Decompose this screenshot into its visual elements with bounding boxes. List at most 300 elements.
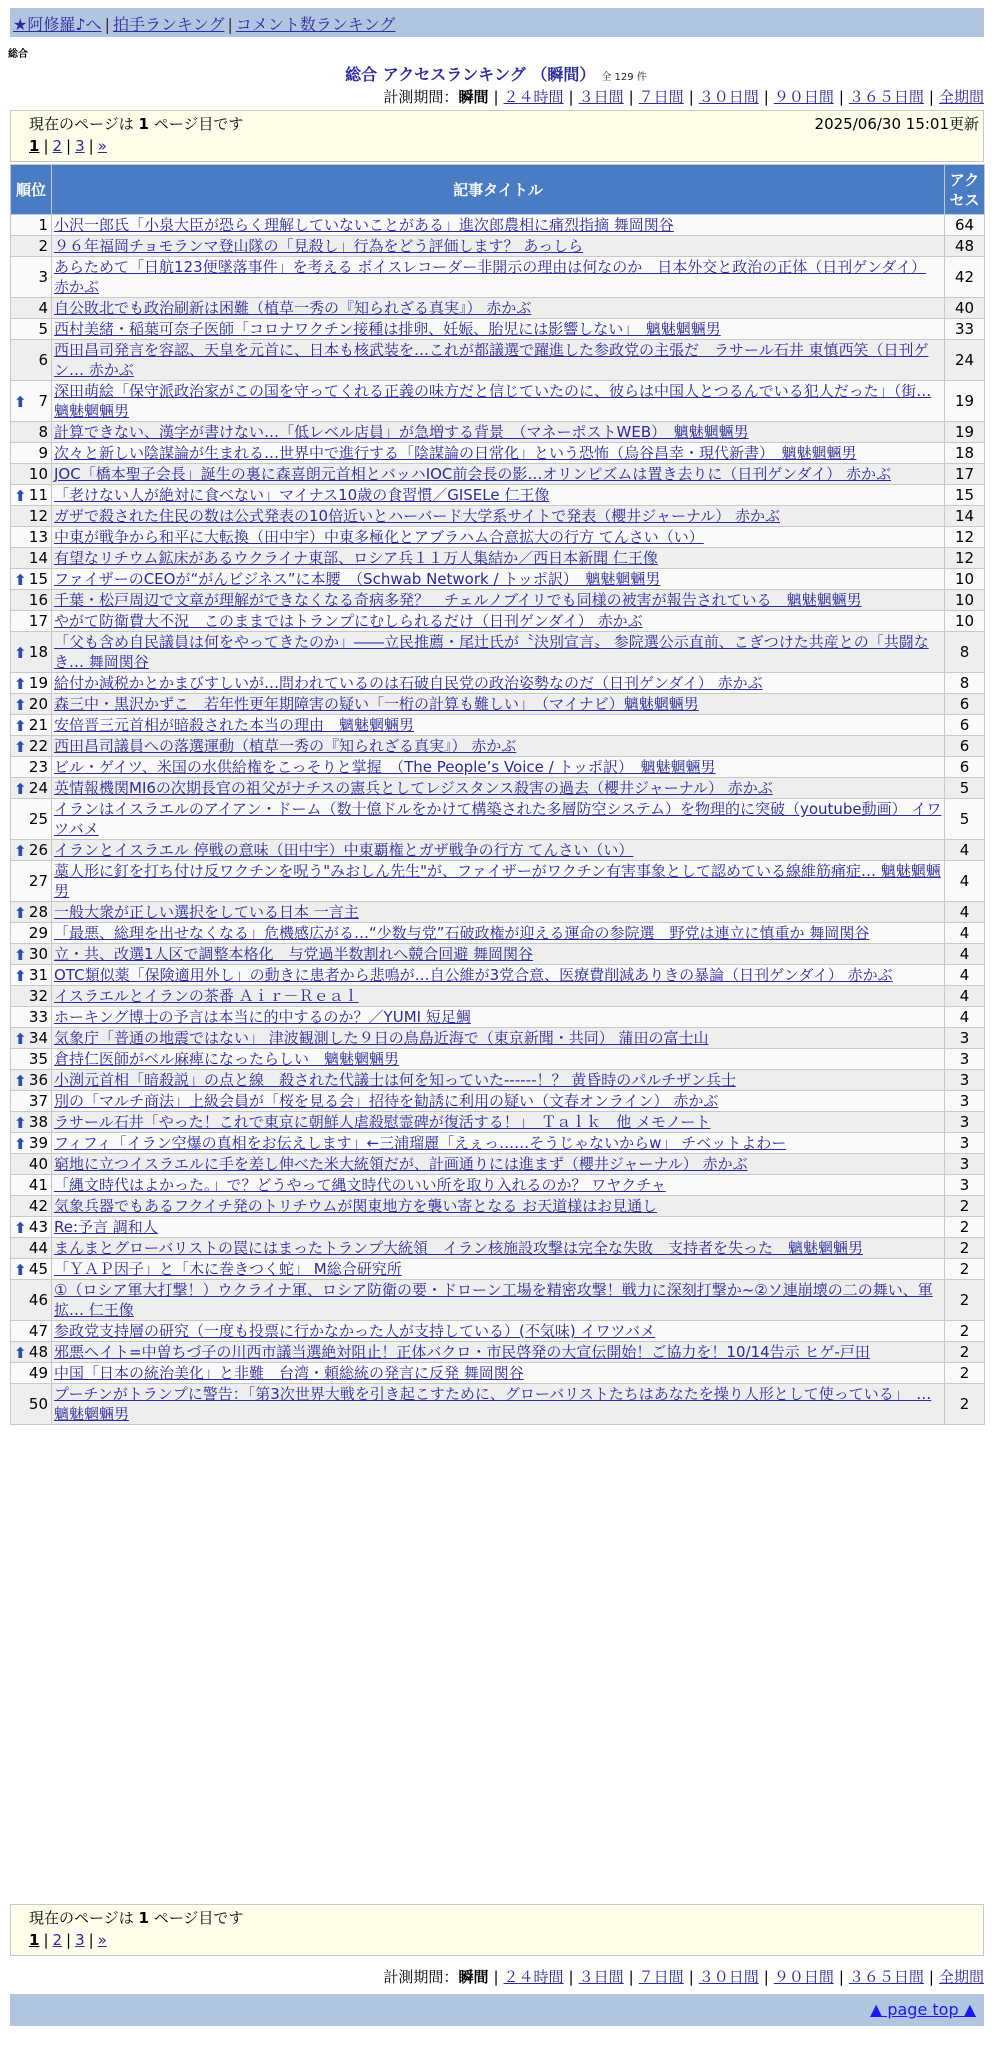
access-count: 5: [945, 778, 985, 799]
table-row: [11, 1384, 985, 1425]
separator: |: [493, 88, 499, 106]
table-row: [11, 236, 985, 257]
access-count: 64: [945, 215, 985, 236]
pager-current: 1: [138, 1909, 149, 1927]
rank-number: 13: [28, 528, 48, 546]
rank-up-arrow-icon: ⬆: [14, 675, 27, 693]
access-count: 2: [945, 1280, 985, 1321]
article-link[interactable]: 倉持仁医師がベル麻痺になったらしい 魑魅魍魎男: [54, 1050, 400, 1068]
title-cell: [52, 548, 945, 569]
title-cell: [52, 1154, 945, 1175]
rank-number: 23: [28, 758, 48, 776]
access-count: 4: [945, 923, 985, 944]
table-row: [11, 1112, 985, 1133]
rank-number: 27: [28, 872, 48, 890]
page-link-3[interactable]: 3: [75, 1931, 85, 1949]
article-link[interactable]: あらためて「日航123便墜落事件」を考える ボイスレコーダー非開示の理由は何なのか 日本外交と政治の正体（日刊ゲンダイ） 赤かぶ: [54, 258, 927, 296]
article-link[interactable]: 英情報機関MI6の次期長官の祖父がナチスの憲兵としてレジスタンス殺害の過去（櫻井ジャーナル） 赤かぶ: [54, 779, 773, 797]
access-count: 33: [945, 319, 985, 340]
period-link-7[interactable]: 全期間: [938, 88, 984, 106]
rank-number: 1: [38, 216, 48, 234]
rank-cell: [11, 1091, 52, 1112]
title-cell: [52, 632, 945, 673]
title-cell: [52, 1321, 945, 1342]
rank-cell: [11, 1280, 52, 1321]
rank-up-arrow-icon: ⬆: [14, 1344, 27, 1362]
top-navigation: ★阿修羅♪へ | 拍手ランキング | コメント数ランキング: [10, 8, 984, 37]
separator: |: [88, 137, 94, 155]
rank-up-arrow-icon: ⬆: [14, 1072, 27, 1090]
rank-cell: [11, 840, 52, 861]
article-link[interactable]: 立・共、改選1人区で調整本格化 与党過半数割れへ競合回避 舞岡関谷: [54, 945, 534, 963]
title-cell: [52, 840, 945, 861]
access-count: 10: [945, 611, 985, 632]
separator: |: [838, 88, 844, 106]
page-link-current: 1: [29, 137, 40, 155]
period-current: 瞬間: [458, 88, 489, 106]
title-cell: [52, 1342, 945, 1363]
rank-cell: [11, 443, 52, 464]
period-link-6[interactable]: ３６５日間: [848, 88, 924, 106]
section-label: 総合: [8, 49, 28, 60]
article-link[interactable]: ガザで殺された住民の数は公式発表の10倍近いとハーバード大学系サイトで発表（櫻井ジャーナル） 赤かぶ: [54, 507, 781, 525]
rank-number: 47: [28, 1322, 48, 1340]
separator: |: [568, 1968, 574, 1986]
article-link[interactable]: JOC「橋本聖子会長」誕生の裏に森喜朗元首相とバッハIOC前会長の影…オリンピズムは置き去りに（日刊ゲンダイ） 赤かぶ: [54, 465, 891, 483]
article-link[interactable]: ファイザーのCEOが“がんビジネス”に本腰 （Schwab Network / トッポ訳） 魑魅魍魎男: [54, 570, 661, 588]
article-link[interactable]: イランとイスラエル 停戦の意味（田中宇）中東覇権とガザ戦争の行方 てんさい（い）: [54, 841, 634, 859]
table-row: [11, 861, 985, 902]
rank-number: 11: [28, 486, 48, 504]
table-row: [11, 422, 985, 443]
article-link[interactable]: 邪悪ヘイト=中曽ちづ子の川西市議当選絶対阻止！正体バクロ・市民啓発の大宣伝開始！ご協力を！10/14告示 ヒゲ-戸田: [54, 1343, 870, 1361]
access-count: 4: [945, 986, 985, 1007]
rank-cell: [11, 1342, 52, 1363]
home-link[interactable]: ★阿修羅♪へ: [13, 15, 102, 34]
table-row: [11, 799, 985, 840]
article-link[interactable]: 有望なリチウム鉱床があるウクライナ東部、ロシア兵１１万人集結か／西日本新聞 仁王像: [54, 549, 658, 567]
rank-number: 18: [28, 643, 48, 661]
title-cell: [52, 1259, 945, 1280]
rank-cell: [11, 569, 52, 590]
access-count: 4: [945, 861, 985, 902]
table-row: [11, 778, 985, 799]
rank-number: 46: [28, 1291, 48, 1309]
comment-ranking-link[interactable]: コメント数ランキング: [235, 15, 396, 34]
rank-number: 35: [28, 1050, 48, 1068]
page-links: [29, 1929, 977, 1951]
rank-number: 39: [28, 1134, 48, 1152]
article-link[interactable]: 深田萌絵「保守派政治家がこの国を守ってくれる正義の味方だと信じていたのに、彼らは中国人とつるんでいる犯人だった」（街… 魑魅魍魎男: [54, 382, 932, 420]
rank-cell: [11, 1133, 52, 1154]
article-link[interactable]: 次々と新しい陰謀論が生まれる…世界中で進行する「陰謀論の日常化」という恐怖（烏谷昌幸・現代新書） 魑魅魍魎男: [54, 444, 857, 462]
article-link[interactable]: やがて防衛費大不況 このままではトランプにむしられるだけ（日刊ゲンダイ） 赤かぶ: [54, 612, 643, 630]
separator: |: [43, 1931, 49, 1949]
rank-number: 28: [28, 903, 48, 921]
separator: |: [688, 1968, 694, 1986]
rank-number: 34: [28, 1029, 48, 1047]
table-row: [11, 1007, 985, 1028]
table-row: [11, 1091, 985, 1112]
access-count: 5: [945, 799, 985, 840]
access-count: 19: [945, 422, 985, 443]
page-links: [29, 135, 977, 157]
table-row: [11, 611, 985, 632]
rank-cell: [11, 215, 52, 236]
article-link[interactable]: 小渕元首相「暗殺説」の点と線 殺された代議士は何を知っていた------！？ 黄昏時のパルチザン兵士: [54, 1071, 736, 1089]
article-link[interactable]: 計算できない、漢字が書けない…「低レベル店員」が急増する背景 （マネーポストWEB） 魑魅魍魎男: [54, 423, 749, 441]
rank-cell: [11, 340, 52, 381]
page-title: [0, 62, 992, 85]
period-link-5[interactable]: ９０日間: [773, 88, 834, 106]
rank-up-arrow-icon: ⬆: [14, 1135, 27, 1153]
rank-number: 22: [28, 737, 48, 755]
article-link[interactable]: 別の「マルチ商法」上級会員が「桜を見る会」招待を勧誘に利用の疑い（文春オンライン） 赤かぶ: [54, 1092, 719, 1110]
table-row: [11, 257, 985, 298]
table-row: [11, 1133, 985, 1154]
table-row: [11, 1238, 985, 1259]
access-count: 2: [945, 1259, 985, 1280]
access-count: 2: [945, 1238, 985, 1259]
article-link[interactable]: ホーキング博士の予言は本当に的中するのか？／YUMI 短足鯛: [54, 1008, 471, 1026]
period-link-1[interactable]: ２４時間: [503, 1968, 564, 1986]
title-cell: [52, 340, 945, 381]
rank-up-arrow-icon: ⬆: [14, 904, 27, 922]
title-cell: [52, 1091, 945, 1112]
article-link[interactable]: ラサール石井「やった！これで東京に朝鮮人虐殺慰霊碑が復活する！」 Ｔａｌｋ 他 メモノート: [54, 1113, 711, 1131]
pager-bottom: [10, 1904, 984, 1956]
access-count: 2: [945, 1363, 985, 1384]
table-row: [11, 673, 985, 694]
rank-cell: [11, 381, 52, 422]
access-count: 3: [945, 1049, 985, 1070]
rank-number: 44: [28, 1239, 48, 1257]
rank-number: 29: [28, 924, 48, 942]
access-count: 2: [945, 1196, 985, 1217]
article-link[interactable]: 「最悪、総理を出せなくなる」危機感広がる…“少数与党”石破政権が迎える運命の参院選 野党は連立に慎重か 舞岡関谷: [54, 924, 870, 942]
title-cell: [52, 1070, 945, 1091]
table-row: [11, 506, 985, 527]
article-link[interactable]: フィフィ「イラン空爆の真相をお伝えします」←三浦瑠麗「えぇっ……そうじゃないからw」 チベットよわー: [54, 1134, 787, 1152]
period-link-4[interactable]: ３０日間: [698, 88, 759, 106]
period-link-5[interactable]: ９０日間: [773, 1968, 834, 1986]
title-cell: [52, 1049, 945, 1070]
title-cell: [52, 319, 945, 340]
rank-number: 5: [38, 320, 48, 338]
pager-prefix: 現在のページは: [29, 115, 134, 133]
article-link[interactable]: ビル・ゲイツ、米国の水供給権をこっそりと掌握 （The People’s Voice / トッポ訳） 魑魅魍魎男: [54, 758, 716, 776]
table-row: [11, 1070, 985, 1091]
title-cell: [52, 1196, 945, 1217]
page-title-text: 総合 アクセスランキング （瞬間）: [345, 65, 596, 84]
table-row: [11, 298, 985, 319]
title-cell: [52, 965, 945, 986]
article-link[interactable]: 「ＹＡＰ因子」と「木に巻きつく蛇」 M総合研究所: [54, 1260, 402, 1278]
period-selector-bottom: [383, 1966, 984, 1987]
title-cell: [52, 1238, 945, 1259]
rank-cell: [11, 236, 52, 257]
rank-cell: [11, 1363, 52, 1384]
title-cell: [52, 506, 945, 527]
separator: |: [88, 1931, 94, 1949]
article-link[interactable]: 給付か減税かとかまびすしいが…問われているのは石破自民党の政治姿勢なのだ（日刊ゲンダイ） 赤かぶ: [54, 674, 763, 692]
article-link[interactable]: OTC類似薬「保険適用外し」の動きに患者から悲鳴が…自公維が3党合意、医療費削減ありきの暴論（日刊ゲンダイ） 赤かぶ: [54, 966, 893, 984]
rank-number: 16: [28, 591, 48, 609]
rank-cell: [11, 1154, 52, 1175]
rank-number: 36: [28, 1071, 48, 1089]
access-count: 2: [945, 1217, 985, 1238]
access-count: 2: [945, 1384, 985, 1425]
rank-cell: [11, 1112, 52, 1133]
rank-cell: [11, 757, 52, 778]
period-link-2[interactable]: ３日間: [578, 1968, 624, 1986]
table-row: [11, 569, 985, 590]
access-count: 15: [945, 485, 985, 506]
table-row: [11, 443, 985, 464]
rank-cell: [11, 548, 52, 569]
access-count: 48: [945, 236, 985, 257]
period-current: 瞬間: [458, 1968, 489, 1986]
article-link[interactable]: まんまとグローバリストの罠にはまったトランプ大統領 イラン核施設攻撃は完全な失敗 支持者を失った 魑魅魍魎男: [54, 1239, 863, 1257]
rank-number: 14: [28, 549, 48, 567]
access-count: 3: [945, 1070, 985, 1091]
title-cell: [52, 257, 945, 298]
next-page-link[interactable]: »: [97, 137, 107, 155]
rank-cell: [11, 1259, 52, 1280]
header-rank: 順位: [11, 165, 52, 215]
rank-up-arrow-icon: ⬆: [14, 571, 27, 589]
access-count: 19: [945, 381, 985, 422]
table-row: [11, 1175, 985, 1196]
access-count: 4: [945, 1007, 985, 1028]
article-link[interactable]: 安倍晋三元首相が暗殺された本当の理由 魑魅魍魎男: [54, 716, 415, 734]
next-page-link[interactable]: »: [97, 1931, 107, 1949]
title-cell: [52, 1280, 945, 1321]
page-link-2[interactable]: 2: [52, 137, 63, 155]
access-count: 4: [945, 965, 985, 986]
table-row: [11, 1028, 985, 1049]
rank-number: 42: [28, 1197, 48, 1215]
rank-cell: [11, 736, 52, 757]
rank-number: 19: [28, 674, 48, 692]
rank-number: 15: [28, 570, 48, 588]
table-row: [11, 923, 985, 944]
separator: |: [628, 88, 634, 106]
rank-cell: [11, 632, 52, 673]
rank-cell: [11, 944, 52, 965]
access-count: 12: [945, 548, 985, 569]
page-link-3[interactable]: 3: [75, 137, 85, 155]
rank-cell: [11, 1070, 52, 1091]
access-count: 8: [945, 673, 985, 694]
article-link[interactable]: 「縄文時代はよかった。」で？どうやって縄文時代のいい所を取り入れるのか？ ワヤクチャ: [54, 1176, 666, 1194]
rank-number: 41: [28, 1176, 48, 1194]
rank-up-arrow-icon: ⬆: [14, 393, 27, 411]
table-row: [11, 840, 985, 861]
table-row: [11, 715, 985, 736]
rank-cell: [11, 861, 52, 902]
article-link[interactable]: 森三中・黒沢かずこ 若年性更年期障害の疑い「一桁の計算も難しい」 （マイナビ）魑魅魍魎男: [54, 695, 699, 713]
separator: |: [763, 1968, 769, 1986]
rank-cell: [11, 715, 52, 736]
separator: |: [763, 88, 769, 106]
title-cell: [52, 527, 945, 548]
separator: |: [838, 1968, 844, 1986]
rank-number: 25: [28, 810, 48, 828]
rank-cell: [11, 527, 52, 548]
article-link[interactable]: ①（ロシア軍大打撃！）ウクライナ軍、ロシア防衛の要・ドローン工場を精密攻撃！戦力に深刻打撃か~②ソ連崩壊の二の舞い、軍拡… 仁王像: [54, 1281, 933, 1319]
article-link[interactable]: 参政党支持層の研究（一度も投票に行かなかった人が支持している）(不気味) イワツバメ: [54, 1322, 656, 1340]
article-link[interactable]: 「老けない人が絶対に食べない」マイナス10歳の食習慣／GISELe 仁王像: [54, 486, 550, 504]
rank-up-arrow-icon: ⬆: [14, 1219, 27, 1237]
access-count: 10: [945, 590, 985, 611]
period-label: 計測期間：: [383, 1968, 459, 1986]
table-row: [11, 381, 985, 422]
rank-cell: [11, 1028, 52, 1049]
rank-number: 12: [28, 507, 48, 525]
rank-cell: [11, 1049, 52, 1070]
article-link[interactable]: 千葉・松戸周辺で文章が理解ができなくなる奇病多発？ チェルノブイリでも同様の被害が報告されている 魑魅魍魎男: [54, 591, 862, 609]
pager-top: [10, 110, 984, 162]
separator: |: [928, 1968, 934, 1986]
header-title: 記事タイトル: [52, 165, 945, 215]
article-link[interactable]: 気象兵器でもあるフクイチ発のトリチウムが関東地方を襲い寄となる お天道様はお見通し: [54, 1197, 658, 1215]
page-link-current: 1: [29, 1931, 40, 1949]
rank-cell: [11, 923, 52, 944]
period-link-3[interactable]: ７日間: [638, 88, 684, 106]
period-label: 計測期間：: [383, 88, 459, 106]
article-link[interactable]: 藁人形に釘を打ち付け反ワクチンを呪う"みおしん先生"が、ファイザーがワクチン有害事象として認めている線維筋痛症… 魑魅魍魎男: [54, 862, 941, 900]
access-count: 42: [945, 257, 985, 298]
rank-cell: [11, 673, 52, 694]
access-count: 3: [945, 1091, 985, 1112]
article-link[interactable]: Re:予言 調和人: [54, 1218, 158, 1236]
rank-cell: [11, 590, 52, 611]
rank-number: 43: [28, 1218, 48, 1236]
access-count: 12: [945, 527, 985, 548]
title-cell: [52, 736, 945, 757]
access-count: 3: [945, 1028, 985, 1049]
access-count: 4: [945, 944, 985, 965]
table-row: [11, 944, 985, 965]
pager-current: 1: [138, 115, 149, 133]
article-link[interactable]: 西村美緒・稲葉可奈子医師「コロナワクチン接種は排卵、妊娠、胎児には影響しない」 魑魅魍魎男: [54, 320, 721, 338]
access-count: 6: [945, 694, 985, 715]
article-link[interactable]: 一般大衆が正しい選択をしている日本 一言主: [54, 903, 359, 921]
article-link[interactable]: 西田昌司議員への落選運動（植草一秀の『知られざる真実』） 赤かぶ: [54, 737, 517, 755]
page-top-link[interactable]: ▲ page top ▲: [869, 2000, 976, 2019]
article-link[interactable]: 中東が戦争から和平に大転換（田中宇）中東多極化とアブラハム合意拡大の行方 てんさい（い）: [54, 528, 704, 546]
article-link[interactable]: 中国「日本の統治美化」と非難 台湾・頼総統の発言に反発 舞岡関谷: [54, 1364, 524, 1382]
article-link[interactable]: イスラエルとイランの茶番 Ａｉｒ－Ｒｅａｌ: [54, 987, 359, 1005]
title-cell: [52, 590, 945, 611]
access-count: 4: [945, 902, 985, 923]
rank-cell: [11, 902, 52, 923]
title-cell: [52, 1217, 945, 1238]
separator: |: [66, 137, 72, 155]
article-link[interactable]: 「父も含め自民議員は何をやってきたのか」――立民推薦・尾辻氏が〝決別宣言〟 参院選公示直前、こぎつけた共産との「共闘なき… 舞岡関谷: [54, 633, 929, 671]
table-row: [11, 694, 985, 715]
period-link-3[interactable]: ７日間: [638, 1968, 684, 1986]
header-count: アクセス: [945, 165, 985, 215]
rank-number: 9: [38, 444, 48, 462]
rank-cell: [11, 1321, 52, 1342]
period-link-1[interactable]: ２４時間: [503, 88, 564, 106]
article-link[interactable]: イランはイスラエルのアイアン・ドーム（数十億ドルをかけて構築された多層防空システム）を物理的に突破（youtube動画） イワツバメ: [54, 800, 942, 838]
period-link-2[interactable]: ３日間: [578, 88, 624, 106]
separator: |: [928, 88, 934, 106]
article-link[interactable]: 窮地に立つイスラエルに手を差し伸べた米大統領だが、計画通りには進まず（櫻井ジャーナル） 赤かぶ: [54, 1155, 748, 1173]
article-link[interactable]: 気象庁「普通の地震ではない」 津波観測した９日の鳥島近海で（東京新聞・共同） 蒲田の富士山: [54, 1029, 709, 1047]
separator: |: [43, 137, 49, 155]
access-count: 2: [945, 1342, 985, 1363]
access-count: 3: [945, 1154, 985, 1175]
rank-number: 7: [38, 392, 48, 410]
separator: |: [688, 88, 694, 106]
access-count: 40: [945, 298, 985, 319]
table-row: [11, 1049, 985, 1070]
access-count: 3: [945, 1133, 985, 1154]
article-link[interactable]: ９６年福岡チョモランマ登山隊の「見殺し」行為をどう評価します？ あっしら: [54, 237, 584, 255]
title-cell: [52, 715, 945, 736]
rank-number: 26: [28, 841, 48, 859]
title-cell: [52, 923, 945, 944]
rank-up-arrow-icon: ⬆: [14, 1114, 27, 1132]
rank-cell: [11, 965, 52, 986]
article-link[interactable]: 自公敗北でも政治刷新は困難（植草一秀の『知られざる真実』） 赤かぶ: [54, 299, 532, 317]
article-link[interactable]: 西田昌司発言を容認、天皇を元首に、日本も核武装を…これが都議選で躍進した参政党の主張だ ラサール石井 東慎西笑（日刊ゲン… 赤かぶ: [54, 341, 929, 379]
title-cell: [52, 986, 945, 1007]
rank-cell: [11, 257, 52, 298]
article-link[interactable]: 小沢一郎氏「小泉大臣が恐らく理解していないことがある」進次郎農相に痛烈指摘 舞岡関谷: [54, 216, 674, 234]
title-cell: [52, 569, 945, 590]
table-row: [11, 464, 985, 485]
period-link-4[interactable]: ３０日間: [698, 1968, 759, 1986]
access-count: 3: [945, 1112, 985, 1133]
rank-cell: [11, 422, 52, 443]
pager-suffix: ページ目です: [153, 1909, 244, 1927]
table-row: [11, 1217, 985, 1238]
rank-up-arrow-icon: ⬆: [14, 487, 27, 505]
page-link-2[interactable]: 2: [52, 1931, 63, 1949]
period-link-6[interactable]: ３６５日間: [848, 1968, 924, 1986]
separator: |: [628, 1968, 634, 1986]
applause-ranking-link[interactable]: 拍手ランキング: [112, 15, 225, 34]
rank-number: 49: [28, 1364, 48, 1382]
title-cell: [52, 236, 945, 257]
title-cell: [52, 464, 945, 485]
title-cell: [52, 1363, 945, 1384]
title-cell: [52, 1175, 945, 1196]
table-row: [11, 1342, 985, 1363]
rank-number: 38: [28, 1113, 48, 1131]
table-row: [11, 340, 985, 381]
title-cell: [52, 694, 945, 715]
period-link-7[interactable]: 全期間: [938, 1968, 984, 1986]
article-link[interactable]: プーチンがトランプに警告：「第3次世界大戦を引き起こすために、グローバリストたちはあなたを操り人形として使っている」 … 魑魅魍魎男: [54, 1385, 932, 1423]
pager-suffix: ページ目です: [153, 115, 244, 133]
rank-cell: [11, 464, 52, 485]
rank-number: 30: [28, 945, 48, 963]
rank-number: 21: [28, 716, 48, 734]
table-row: [11, 548, 985, 569]
rank-number: 50: [28, 1395, 48, 1413]
rank-number: 24: [28, 779, 48, 797]
rank-number: 8: [38, 423, 48, 441]
table-row: [11, 485, 985, 506]
rank-number: 3: [38, 268, 48, 286]
rank-cell: [11, 298, 52, 319]
